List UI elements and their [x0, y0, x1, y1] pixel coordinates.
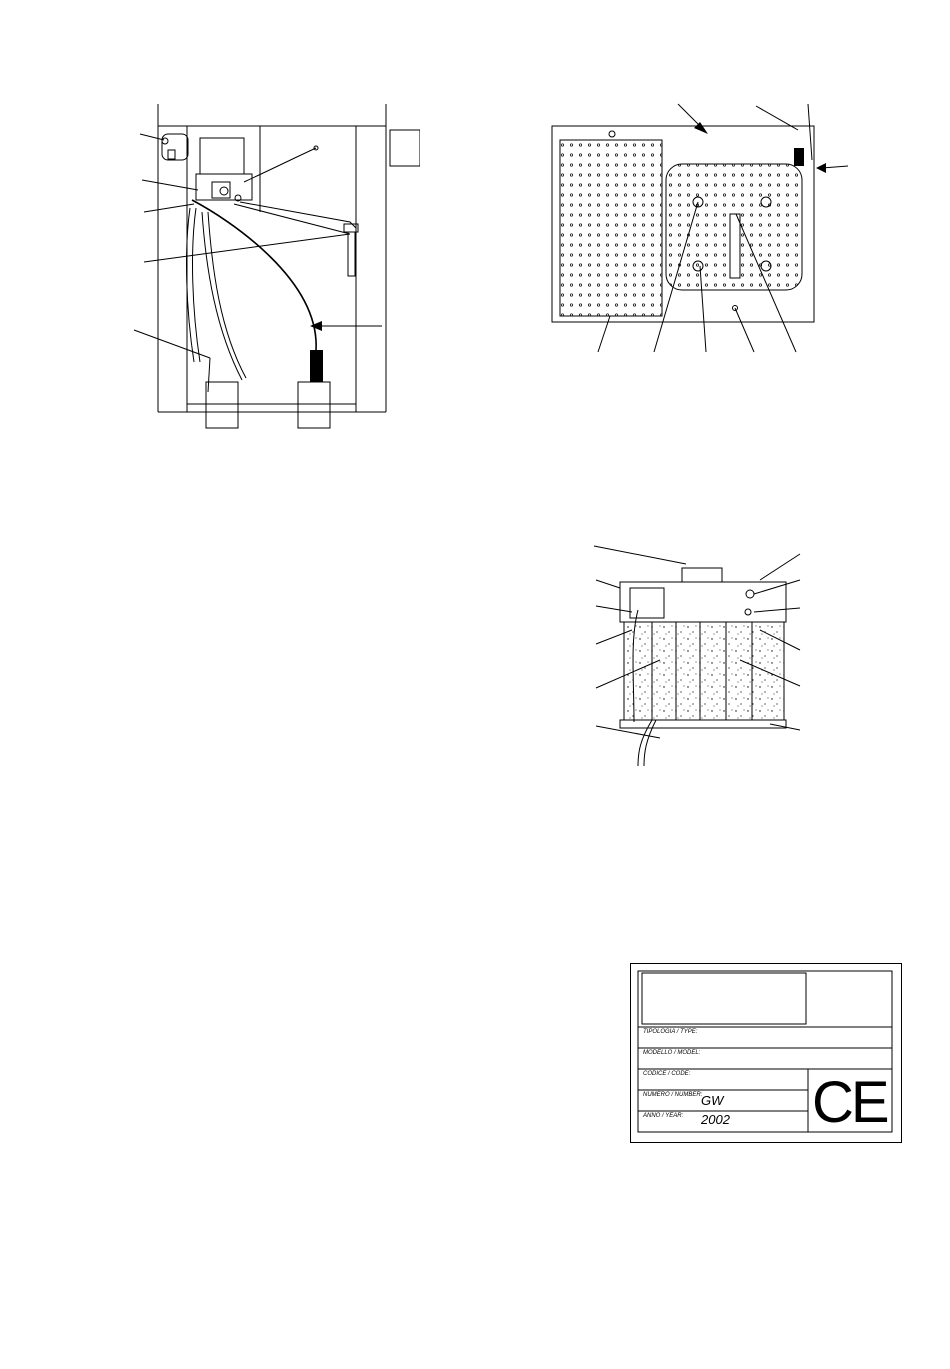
plate-code-label: CODICE / CODE: [643, 1071, 691, 1077]
plate-year-label: ANNO / YEAR: [643, 1113, 684, 1119]
plate-number-value: GW [701, 1093, 724, 1108]
figure-top-view [540, 90, 860, 360]
figure-front-view [590, 540, 820, 770]
plate-number-label: NUMERO / NUMBER: [643, 1092, 703, 1098]
plate-year-value: 2002 [701, 1112, 730, 1127]
ce-mark: CE [812, 1070, 887, 1135]
figure-side-view [120, 100, 420, 430]
plate-model-label: MODELLO / MODEL: [643, 1050, 701, 1056]
plate-type-label: TIPOLOGIA / TYPE: [643, 1029, 698, 1035]
